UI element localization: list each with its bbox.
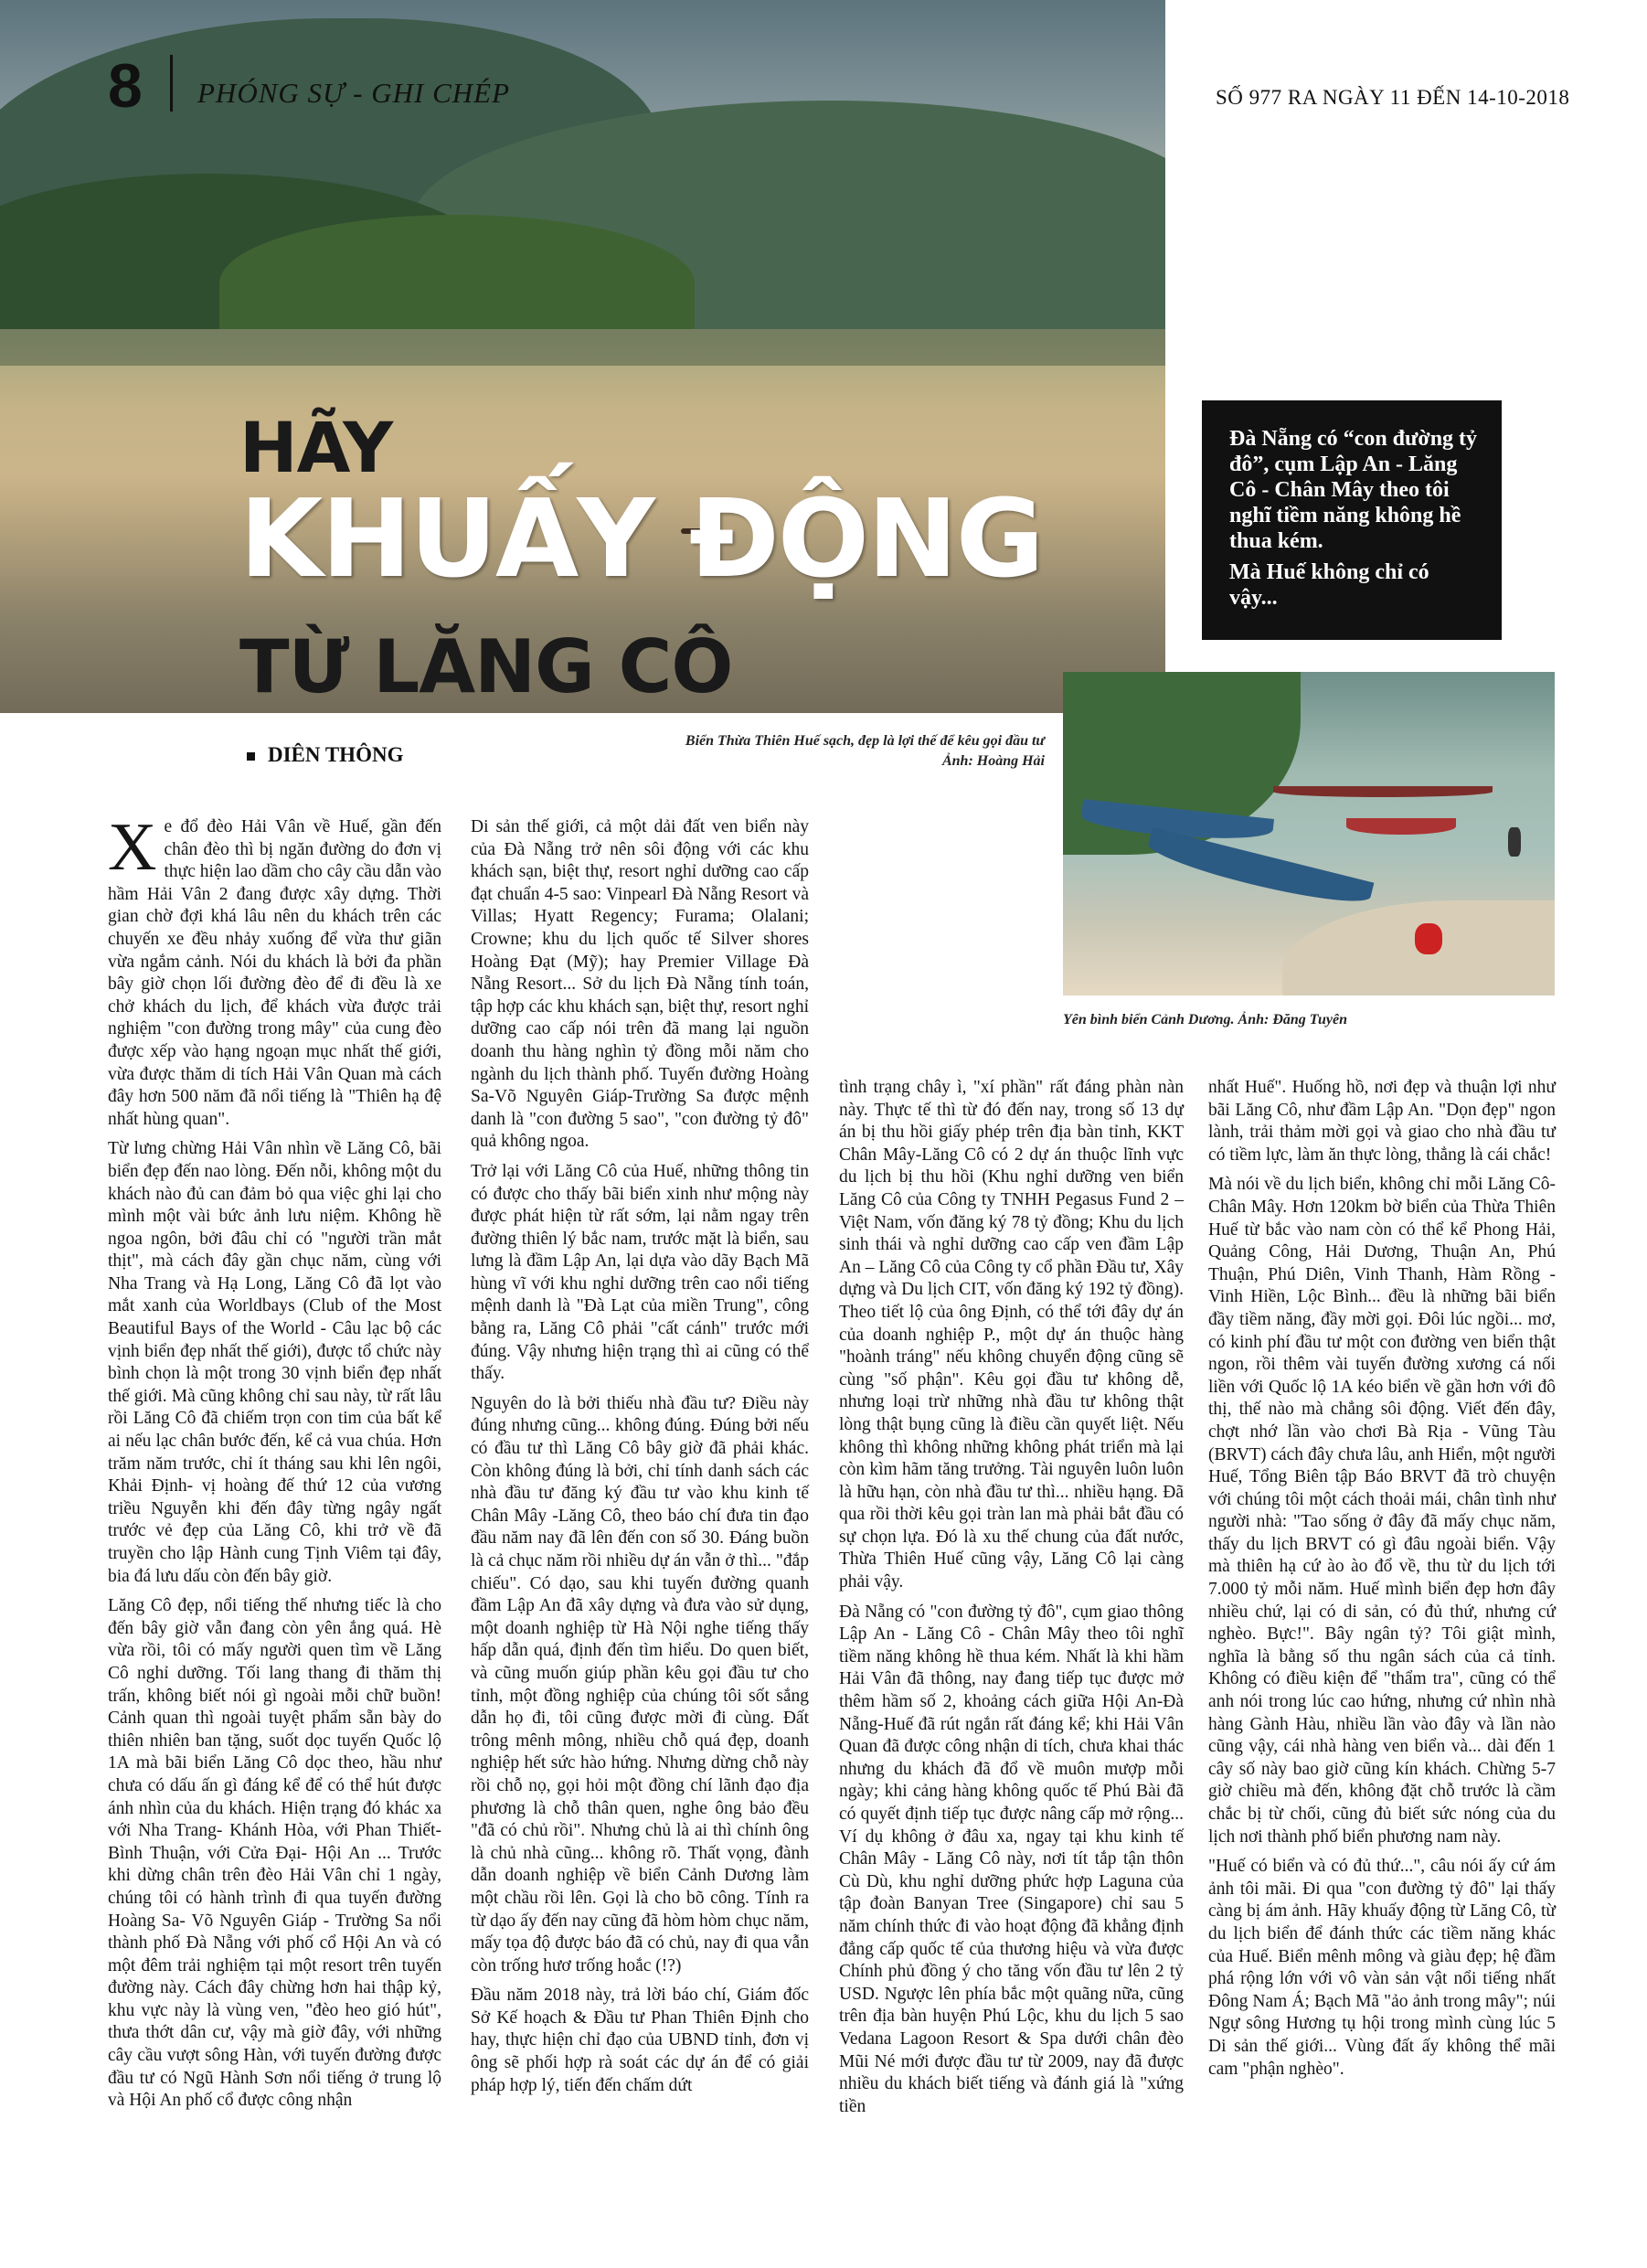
pull-quote-text: Đà Nẵng có “con đường tỷ đô”, cụm Lập An - Lăng Cô - Chân Mây theo tôi nghĩ tiềm năng không hề thua kém.: [1229, 427, 1478, 553]
paragraph-text: e đổ đèo Hải Vân về Huế, gần đến chân đèo thì bị ngăn đường do đơn vị thực hiện lao dầm cho cây cầu dẫn vào hầm Hải Vân 2 đang được xây dựng. Thời gian chờ đợi khá lâu nên du khách trên các chuyến xe đều nhảy xuống để vừa thư giãn vừa ngắm cảnh. Nói du khách là bởi đa phần bây giờ chọn lối đường đèo để đi đều là xe chở khách du lịch, để khách vừa được trải nghiệm "con đường trong mây" của cung đèo được xếp vào hạng ngoạn mục nhất thế giới, vừa được thăm di tích Hải Vân Quan mà cách đây hơn 500 năm đã nổi tiếng là "Thiên hạ đệ nhất hùng quan".: [108, 817, 441, 1129]
photo-caption: [620, 731, 1045, 772]
article-column-3: [839, 1077, 1184, 2125]
header-divider: [170, 55, 173, 112]
drop-cap: X: [108, 810, 157, 885]
article-column-1: [108, 810, 441, 2120]
boat-shape: [1346, 818, 1456, 835]
person-figure: [1415, 923, 1442, 954]
headline-line-1: HÃY: [239, 407, 393, 488]
caption-text: Biển Thừa Thiên Huế sạch, đẹp là lợi thế để kêu gọi đầu tư: [685, 733, 1045, 749]
hero-photo: [0, 0, 1165, 713]
author-name: DIÊN THÔNG: [268, 743, 404, 766]
caption-credit: Ảnh: Hoàng Hải: [941, 753, 1045, 769]
paragraph: [108, 810, 441, 1131]
headline-line-3: TỪ LĂNG CÔ: [239, 624, 733, 709]
page-number: 8: [108, 51, 143, 121]
paragraph: Di sản thế giới, cả một dải đất ven biển này của Đà Nẵng trở nên sôi động với các khu khách sạn, biệt thự, resort nghỉ dưỡng cao cấp đạt chuẩn 4-5 sao: Vinpearl Đà Nẵng Resort và Villas; Hyatt Regency; Furama; Olalani; Crowne; khu du lịch quốc tế Silver shores Hoàng Đạt (Mỹ); hay Premier Village Đà Nẵng Resort... Sở du lịch Đà Nẵng tính toán, tập hợp các khu khách sạn, biệt thự, resort nghỉ dưỡng cao cấp nói trên đã mang lại nguồn doanh thu hàng nghìn tỷ đồng mỗi năm cho ngành du lịch thành phố. Tuyến đường Hoàng Sa-Võ Nguyên Giáp-Trường Sa được mệnh danh là "con đường 5 sao", "con đường tỷ đô" quả không ngoa.: [471, 817, 809, 1152]
water-reflection: [0, 329, 1165, 366]
boat-shape: [1273, 786, 1493, 797]
beach-boats-photo: [1063, 672, 1555, 996]
paragraph: Mà nói về du lịch biển, không chỉ mỗi Lăng Cô- Chân Mây. Hơn 120km bờ biển của Thừa Thiên Huế từ bắc vào nam còn có thể kể Phong Hải, Quảng Công, Hải Dương, Thuận An, Phú Thuận, Phú Diên, Vinh Thanh, Hàm Rồng - Vinh Hiền, Lộc Bình... đều là những bãi biển đầy tiềm năng, đầy mời gọi. Đôi lúc ngồi... mơ, có kinh phí đầu tư một con đường ven biển thật ngon, rồi thêm vài tuyến đường xương cá nối liền với Quốc lộ 1A kéo biển về gần hơn với đô thị, thế nào mà chẳng sôi động. Viết đến đây, chợt nhớ lần vào chơi Bà Rịa - Vũng Tàu (BRVT) cách đây chưa lâu, anh Hiển, một người Huế, Tổng Biên tập Báo BRVT đã trò chuyện với chúng tôi một cách thoải mái, chân tình như người nhà: "Tao sống ở đây đã mấy chục năm, thấy du lịch BRVT có gì đâu ngoài biển. Vậy mà thiên hạ cứ ào ào đổ về, thu từ du lịch tới 7.000 tỷ mỗi năm. Huế mình biển đẹp hơn đây nhiều chứ, lại có di sản, có đủ thứ, nhưng cứ nghèo. Bực!". Bây ngân tỷ? Tôi giật mình, nghĩa là bằng số thu ngân sách của cả tỉnh. Không có điều kiện để "thẩm tra", cũng có thể anh nói trong lúc cao hứng, nhưng cứ nhìn nhà hàng Gành Hàu, nhiều lần vào đây và lần nào cũng vậy, cái nhà hàng ven biển và... dài đến 1 cây số này bao giờ cũng kín khách. Chừng 5-7 giờ chiều mà đến, không đặt chỗ trước là cầm chắc bị từ chối, cũng đủ biết sức nóng của du lịch nơi thành phố biển phương nam này.: [1208, 1175, 1556, 1847]
paragraph: Đầu năm 2018 này, trả lời báo chí, Giám đốc Sở Kế hoạch & Đầu tư Phan Thiên Định cho hay, thực hiện chỉ đạo của UBND tỉnh, đơn vị ông sẽ phối hợp rà soát các dự án để có giải pháp hợp lý, tiến đến chấm dứt: [471, 1986, 809, 2095]
person-figure: [1508, 827, 1521, 857]
section-label: PHÓNG SỰ - GHI CHÉP: [197, 77, 511, 109]
paragraph: Nguyên do là bởi thiếu nhà đầu tư? Điều này đúng nhưng cũng... không đúng. Đúng bởi nếu có đầu tư thì Lăng Cô bây giờ đã phải khác. Còn không đúng là bởi, chỉ tính danh sách các nhà đầu tư đăng ký đầu tư vào khu kinh tế Chân Mây -Lăng Cô, theo báo chí đưa tin đạo đầu năm nay đã lên đến con số 30. Đáng buồn là cả chục năm rồi nhiều dự án vẫn ở thì... "đắp chiếu". Có dạo, sau khi tuyến đường quanh đầm Lập An đã xây dựng và đưa vào sử dụng, một doanh nghiệp từ Hà Nội nghe tiếng thấy hấp dẫn quá, định đến tìm hiểu. Do quen biết, và cũng muốn giúp phần kêu gọi đầu tư cho tỉnh, một đồng nghiệp của chúng tôi sốt sắng dẫn họ đi, tôi cũng được mời đi cùng. Đất trông mênh mông, nhiều chỗ quá đẹp, doanh nghiệp hết sức hào hứng. Nhưng dừng chỗ này rồi chỗ nọ, gọi hỏi một đồng chí lãnh đạo địa phương là chỗ thân quen, nghe ông bảo đều "đã có chủ rồi". Nhưng chủ là ai thì chính ông là chủ nhà cũng... không rõ. Thất vọng, đành dẫn doanh nghiệp về biển Cảnh Dương làm một chầu rồi lên. Gọi là cho bõ công. Tính ra từ dạo ấy đến nay cũng đã hòm hòm chục năm, mấy tọa độ được báo đã có chủ, nay đi qua vẫn còn trống hươ trống hoắc (!?): [471, 1393, 809, 1975]
boat-shape: [1145, 827, 1375, 912]
paragraph: "Huế có biển và có đủ thứ...", câu nói ấy cứ ám ảnh tôi mãi. Đi qua "con đường tỷ đô" lại thấy càng bị ám ảnh. Hãy khuấy động từ Lăng Cô, từ du lịch biển để đánh thức các tiềm năng khác của Huế. Biển mênh mông và giàu đẹp; hệ đầm phá rộng lớn với vô vàn sản vật nổi tiếng nhất Đông Nam Á; Bạch Mã "ảo ảnh trong mây"; núi Ngự sông Hương tụ hội trong mình cùng lúc 5 Di sản thế giới... Vùng đất ấy không thể mãi cam "phận nghèo".: [1208, 1857, 1556, 2079]
paragraph: Đà Nẵng có "con đường tỷ đô", cụm giao thông Lập An - Lăng Cô - Chân Mây theo tôi nghĩ tiềm năng không hề thua kém. Nhất là khi hầm Hải Vân đã thông, nay đang tiếp tục được mở thêm hầm số 2, khoảng cách giữa Hội An-Đà Nẵng-Huế đã rút ngắn rất đáng kể; khi Hải Vân Quan đã được công nhận di tích, chưa khai thác nhưng du khách đã đổ về muôn mượp mỗi ngày; khi cảng hàng không quốc tế Phú Bài đã có quyết định tiếp tục được nâng cấp mở rộng... Ví dụ không ở đâu xa, ngay tại khu kinh tế Chân Mây - Lăng Cô này, nơi tít tắp tận thôn Cù Dù, khu nghỉ dưỡng phức hợp Laguna của tập đoàn Banyan Tree (Singapore) chỉ sau 5 năm chính thức đi vào hoạt động đã khẳng định đẳng cấp quốc tế của thương hiệu và vừa được Chính phủ đồng ý cho tăng vốn đầu tư lên 2 tỷ USD. Ngược lên phía bắc một quãng nữa, cũng trên địa bàn huyện Phú Lộc, khu du lịch 5 sao Vedana Lagoon Resort & Spa dưới chân đèo Mũi Né mới được đầu tư từ 2009, nay đã được nhiều du khách biết tiếng và đánh giá là "xứng tiền: [839, 1602, 1184, 2116]
pull-quote-box: [1202, 400, 1502, 640]
paragraph: tình trạng chây ì, "xí phần" rất đáng phàn nàn này. Thực tế thì từ đó đến nay, trong số 13 dự án bị thu hồi giấy phép trên địa bàn tỉnh, KKT Chân Mây-Lăng Cô có 2 dự án thuộc lĩnh vực du lịch bị thu hồi (Khu nghỉ dưỡng ven biển Lăng Cô của Công ty TNHH Pegasus Fund 2 – Việt Nam, vốn đăng ký 78 tỷ đồng; Khu du lịch sinh thái và nghỉ dưỡng cao cấp ven đầm Lập An – Lăng Cô của Công ty cổ phần Đầu tư, Xây dựng và Du lịch CIT, vốn đăng ký 192 tỷ đồng). Theo tiết lộ của ông Định, có thể tới đây dự án của doanh nghiệp P., một dự án thuộc hàng "hoành tráng" nếu không chuyển động cũng sẽ cùng "số phận". Kêu gọi đầu tư không dễ, nhưng loại trừ những nhà đầu tư không thật lòng thật bụng cũng là điều cần quyết liệt. Nếu không thì không những không phát triển mà lại còn kìm hãm tăng trưởng. Tài nguyên luôn luôn là hữu hạn, còn nhà đầu tư thì... nhiều hạng. Đã qua rồi thời kêu gọi tràn lan mà phải bắt đầu có sự chọn lựa. Đó là xu thế chung của đất nước, Thừa Thiên Huế cũng vậy, Lăng Cô lại càng phải vậy.: [839, 1078, 1184, 1592]
paragraph: nhất Huế". Huống hồ, nơi đẹp và thuận lợi như bãi Lăng Cô, như đầm Lập An. "Dọn đẹp" ngon lành, trải thảm mời gọi và giao cho nhà đầu tư có tiềm lực, làm ăn thực lòng, thẳng là cái chắc!: [1208, 1078, 1556, 1165]
article-column-4: [1208, 1077, 1556, 2088]
paragraph: Từ lưng chừng Hải Vân nhìn về Lăng Cô, bãi biển đẹp đến nao lòng. Đến nỗi, không một du khách nào đủ can đảm bỏ qua việc ghi lại cho mình một vài bức ảnh lưu niệm. Không hề ngoa ngôn, bởi đâu chỉ có "người trần mắt thịt", mà cách đây gần chục năm, cùng với Nha Trang và Hạ Long, Lăng Cô đã lọt vào mắt xanh của Worldbays (Club of the Most Beautiful Bays of the World - Câu lạc bộ các vịnh biển đẹp nhất thế giới), được tổ chức này bình chọn là một trong 30 vịnh biển đẹp nhất thế giới. Mà cũng không chỉ sau này, từ rất lâu rồi Lăng Cô đã chiếm trọn con tim của bất kể ai nếu lạc chân bước đến, kể cả vua chúa. Hơn trăm năm trước, chỉ ít tháng sau khi lên ngôi, Khải Định- vị hoàng đế thứ 12 của vương triều Nguyễn khi đến đây từng ngây ngất trước vẻ đẹp của Lăng Cô, khi trở về đã truyền cho lập Hành cung Tịnh Viêm tại đây, bia đá lưu dấu còn đến bây giờ.: [108, 1139, 441, 1586]
article-column-2: [471, 816, 809, 2104]
author-byline: [247, 743, 403, 767]
headline-line-2: KHUẤY ĐỘNG: [239, 475, 1043, 602]
issue-info: SỐ 977 RA NGÀY 11 ĐẾN 14-10-2018: [1216, 86, 1570, 109]
photo-caption-2: Yên bình biển Cảnh Dương. Ảnh: Đăng Tuyên: [1063, 1012, 1347, 1028]
paragraph: Trở lại với Lăng Cô của Huế, những thông tin có được cho thấy bãi biển xinh như mộng này được phát hiện từ rất sớm, lại nằm ngay trên đường thiên lý bắc nam, trước mặt là biển, sau lưng là đầm Lập An, lại dựa vào dãy Bạch Mã hùng vĩ với khu nghỉ dưỡng trên cao nổi tiếng mệnh danh là "Đà Lạt của miền Trung", công bằng ra, Lăng Cô phải "cất cánh" trước mới đúng. Vậy nhưng hiện trạng thì ai cũng có thể thấy.: [471, 1161, 809, 1384]
pull-quote-text: Mà Huế không chỉ có vậy...: [1229, 560, 1429, 610]
bullet-square-icon: [247, 752, 255, 761]
paragraph: Lăng Cô đẹp, nổi tiếng thế nhưng tiếc là cho đến bây giờ vẫn đang còn yên ắng quá. Hè vừa rồi, tôi có mấy người quen tìm về Lăng Cô nghỉ dưỡng. Tối lang thang đi thăm thị trấn, không biết nói gì ngoài mỗi chữ buồn! Cảnh quan thì ngoài tuyệt phẩm sẵn bày do thiên nhiên ban tặng, suốt dọc tuyến Quốc lộ 1A mà bãi biển Lăng Cô dọc theo, hầu như chưa có dấu ấn gì đáng kể để có thể hút được ánh nhìn của du khách. Hiện trạng đó khác xa với Nha Trang- Khánh Hòa, với Phan Thiết- Bình Thuận, với Cửa Đại- Hội An ... Trước khi dừng chân trên đèo Hải Vân chỉ 1 ngày, chúng tôi có hành trình đi qua tuyến đường Hoàng Sa- Võ Nguyên Giáp - Trường Sa nổi thành phố Đà Nẵng với phố cổ Hội An và có một đêm trải nghiệm tại một resort trên tuyến đường này. Cách đây chừng hơn hai thập kỷ, khu vực này là vùng ven, "đèo heo gió hút", thưa thớt dân cư, vậy mà giờ đây, với những cây cầu vượt sông Hàn, với tuyến đường được đầu tư có Ngũ Hành Sơn nổi tiếng ở trung lộ và Hội An phố cổ được công nhận: [108, 1596, 441, 2111]
